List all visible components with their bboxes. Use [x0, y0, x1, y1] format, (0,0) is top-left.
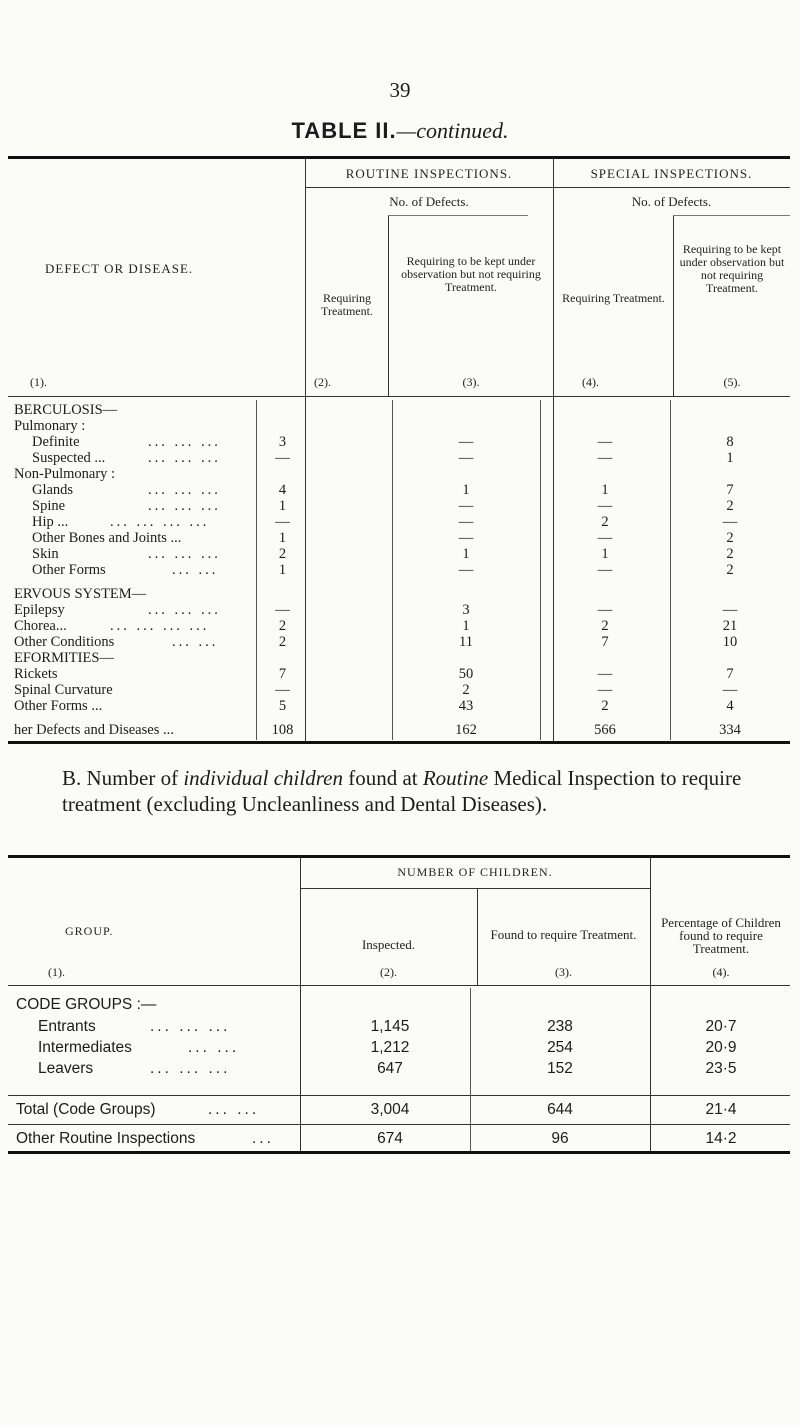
table-row: Other Forms ... ... 1 — — 2	[32, 561, 734, 578]
special-requiring-treatment-header: Requiring Treatment.	[562, 291, 665, 305]
routine-requiring-treatment-header: Requiring Treatment.	[321, 291, 373, 318]
row-label: Other Forms ...	[14, 697, 103, 714]
table-row: Other Conditions ... ... 2 11 7 10	[14, 633, 738, 650]
row-value: 162	[455, 722, 477, 738]
found-header: Found to require Treatment.	[490, 927, 637, 942]
table-row: ERVOUS SYSTEM—	[14, 585, 147, 602]
table-row	[0, 722, 790, 741]
col-num-3: (3).	[462, 375, 480, 389]
row-value: 43	[458, 697, 474, 714]
table-row	[0, 698, 790, 717]
routine-inspections-header: ROUTINE INSPECTIONS.	[345, 166, 513, 181]
t2-col-num-3: (3).	[555, 965, 572, 979]
row-label: Rickets	[14, 665, 58, 682]
table-row: Leavers ... ... ... 647 152 23·5	[38, 1060, 737, 1077]
table-title-bold: TABLE II.	[291, 118, 397, 143]
row-value: —	[722, 681, 738, 698]
row-value: 7	[278, 665, 287, 682]
table-row: EFORMITIES—	[14, 649, 114, 666]
t2-col-num-1: (1).	[48, 965, 65, 979]
table-row: Suspected ... ... ... ... — — — 1	[32, 449, 734, 466]
col-num-5: (5).	[723, 375, 741, 389]
special-inspections-header: SPECIAL INSPECTIONS.	[590, 166, 753, 181]
row-value: 7	[726, 665, 734, 682]
special-no-of-defects: No. of Defects.	[631, 194, 712, 209]
col-num-1: (1).	[30, 375, 47, 389]
table-row: Total (Code Groups) ... ... 3,004 644 21·4	[16, 1101, 737, 1118]
section-b-heading: B. Number of individual children found at Routine Medical Inspection to require treatment (excluding Uncleanliness and Dental Diseases).	[62, 766, 742, 816]
table-row: Other Routine Inspections ... 674 96 14·2	[16, 1130, 737, 1147]
table-row: Entrants ... ... ... 1,145 238 20·7	[38, 1018, 737, 1035]
row-value: —	[597, 681, 613, 698]
col-num-2: (2).	[314, 375, 331, 389]
table-row: Glands ... ... ... 4 1 1 7	[32, 481, 734, 498]
row-label: Spinal Curvature	[14, 681, 113, 698]
table-row: Definite ... ... ... 3 — — 8	[32, 433, 734, 450]
t2-col-num-4: (4).	[712, 965, 730, 979]
routine-observation-header: Requiring to be kept under observation but not requiring Treatment.	[401, 254, 541, 294]
table-row: CODE GROUPS :—	[16, 996, 157, 1013]
row-value: 334	[719, 722, 741, 738]
row-value: —	[597, 665, 613, 682]
row-value: 2	[462, 681, 470, 698]
routine-no-of-defects: No. of Defects.	[389, 194, 469, 209]
row-value: 2	[601, 697, 609, 714]
table-row: Pulmonary :	[14, 418, 86, 434]
row-value: 5	[278, 697, 287, 714]
table-row: Non-Pulmonary :	[14, 465, 116, 482]
table-row: Intermediates ... ... 1,212 254 20·9	[38, 1039, 737, 1056]
table-title	[0, 118, 800, 144]
t2-col-num-2: (2).	[380, 965, 397, 979]
row-value: 566	[594, 722, 616, 738]
row-value: 108	[271, 722, 294, 738]
table-row: Other Bones and Joints ... 1 — — 2	[32, 529, 734, 546]
row-label: her Defects and Diseases ...	[14, 722, 174, 738]
row-value: 4	[726, 697, 734, 714]
table-title-continued: —continued.	[396, 118, 509, 143]
table-row: Epilepsy ... ... ... — 3 — —	[14, 601, 738, 618]
table-row: Hip ... ... ... ... ... — — 2 —	[32, 513, 738, 530]
row-value: —	[275, 681, 290, 698]
special-observation-header: Requiring to be kept under observation but not requiring Treatment.	[679, 242, 785, 295]
row-value: 50	[458, 665, 474, 682]
table-row: Spine ... ... ... 1 — — 2	[32, 497, 734, 514]
defect-or-disease-header: DEFECT OR DISEASE.	[45, 261, 194, 276]
number-of-children-header: NUMBER OF CHILDREN.	[397, 865, 553, 879]
table-row: Skin ... ... ... 2 1 1 2	[32, 545, 734, 562]
inspected-header: Inspected.	[361, 937, 416, 952]
group-header: GROUP.	[65, 924, 114, 938]
percentage-header: Percentage of Children found to require Treatment.	[661, 915, 781, 956]
col-num-4: (4).	[582, 375, 599, 389]
table-row: BERCULOSIS—	[14, 402, 118, 418]
page-number: 39	[389, 78, 411, 102]
table-row: Chorea... ... ... ... ... 2 1 2 21	[14, 617, 738, 634]
